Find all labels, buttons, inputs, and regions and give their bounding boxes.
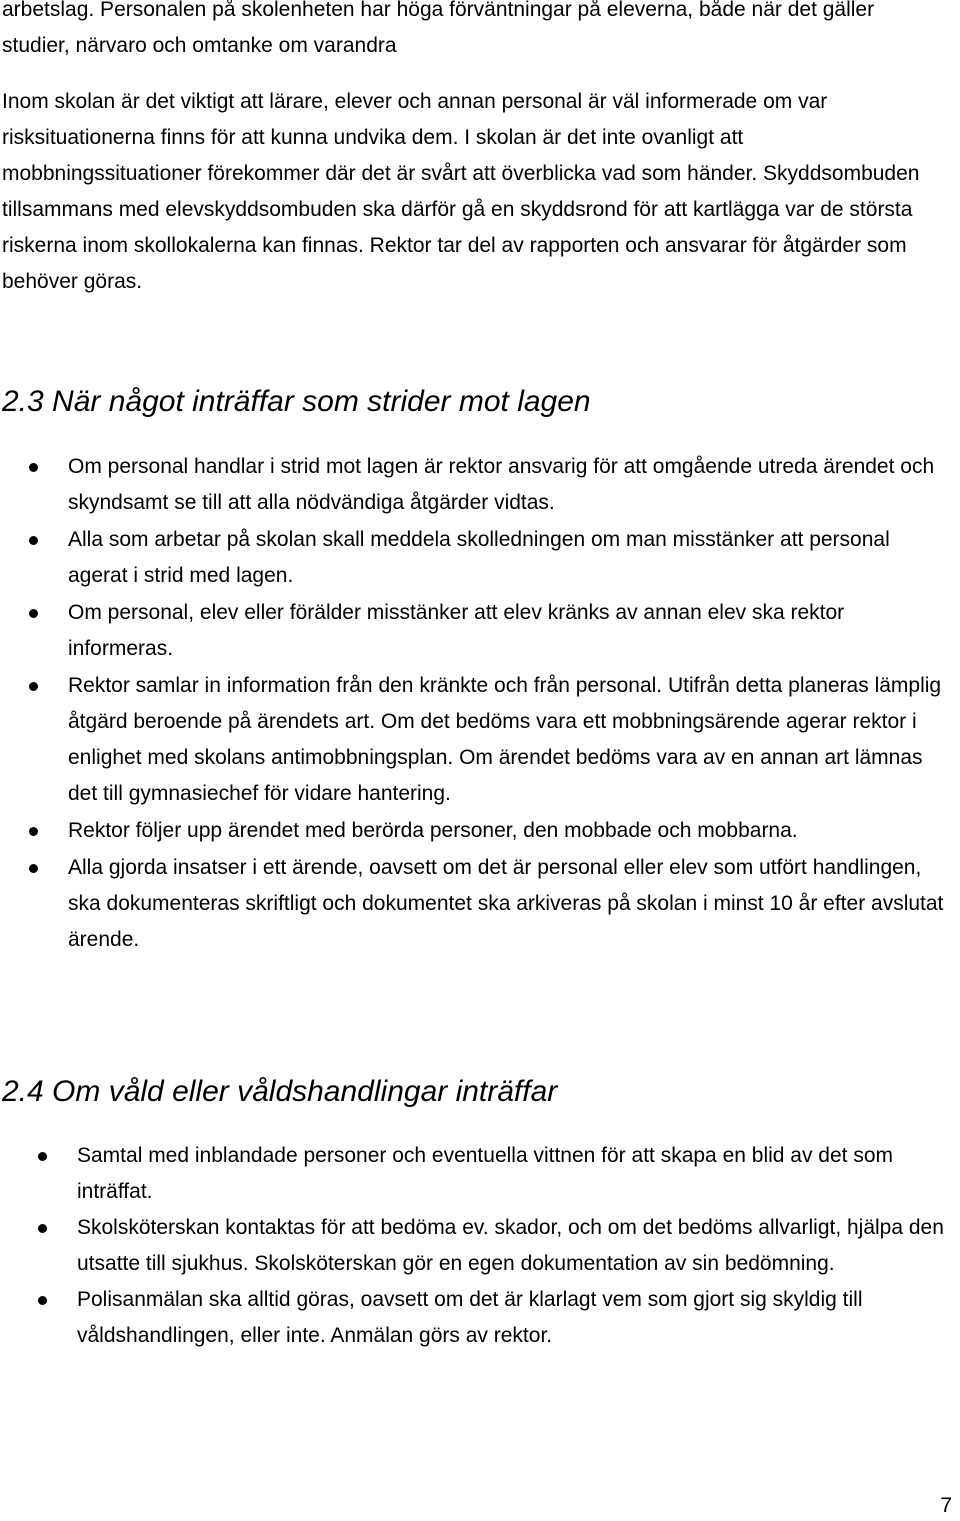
section-heading-2-4: 2.4 Om våld eller våldshandlingar inträffar — [2, 1075, 558, 1108]
list-item-text: Alla gjorda insatser i ett ärende, oavsett om det är personal eller elev som utfört handlingen, ska dokumenteras skriftligt och dokumentet ska arkiveras på skolan i minst 10 år efter avslutat ärende. — [68, 856, 944, 951]
bullet-icon — [29, 864, 38, 873]
list-item — [0, 1210, 945, 1282]
list-item-text: Skolsköterskan kontaktas för att bedöma ev. skador, och om det bedöms allvarligt, hjälpa den utsatte till sjukhus. Skolsköterskan gör en egen dokumentation av sin bedömning. — [77, 1216, 944, 1275]
bullet-icon — [29, 609, 38, 618]
intro-paragraph-1 — [2, 0, 947, 64]
bullet-icon — [29, 682, 38, 691]
list-item-text: Om personal handlar i strid mot lagen är rektor ansvarig för att omgående utreda ärendet och skyndsamt se till att alla nödvändiga åtgärder vidtas. — [68, 455, 935, 514]
list-item — [0, 522, 945, 595]
list-item-text: Rektor följer upp ärendet med berörda personer, den mobbade och mobbarna. — [68, 819, 798, 842]
bullet-icon — [38, 1296, 47, 1305]
list-item-text: Om personal, elev eller förälder misstänker att elev kränks av annan elev ska rektor informeras. — [68, 601, 845, 660]
bullet-icon — [29, 463, 38, 472]
list-item — [0, 449, 945, 522]
intro-paragraph-1-text: arbetslag. Personalen på skolenheten har höga förväntningar på eleverna, både när det gäller studier, närvaro och omtanke om varandra — [2, 0, 875, 57]
list-item-text: Rektor samlar in information från den kränkte och från personal. Utifrån detta planeras lämplig åtgärd beroende på ärendets art. Om det bedöms vara ett mobbningsärende agerar rektor i enlighet med skolans antimobbningsplan. Om ärendet bedöms vara av en annan art lämnas det till gymnasiechef för vidare hantering. — [68, 674, 942, 805]
intro-paragraph-2 — [2, 84, 947, 300]
bullet-icon — [38, 1224, 47, 1233]
section-2-3-list — [0, 449, 945, 959]
list-item-text: Alla som arbetar på skolan skall meddela skolledningen om man misstänker att personal agerat i strid med lagen. — [68, 528, 890, 587]
intro-paragraph-2-text: Inom skolan är det viktigt att lärare, elever och annan personal är väl informerade om var risksituationerna finns för att kunna undvika dem. I skolan är det inte ovanligt att mobbningssituationer förekommer där det är svårt att överblicka vad som händer. Skyddsombuden tillsammans med elevskyddsombuden ska därför gå en skyddsrond för att kartlägga var de största riskerna inom skollokalerna kan finnas. Rektor tar del av rapporten och ansvarar för åtgärder som behöver göras. — [2, 90, 920, 293]
list-item — [0, 850, 945, 959]
list-item — [0, 1138, 945, 1210]
list-item — [0, 1282, 945, 1354]
list-item-text: Polisanmälan ska alltid göras, oavsett om det är klarlagt vem som gjort sig skyldig till våldshandlingen, eller inte. Anmälan görs av rektor. — [77, 1288, 863, 1347]
bullet-icon — [29, 536, 38, 545]
bullet-icon — [29, 827, 38, 836]
list-item — [0, 595, 945, 668]
list-item — [0, 668, 945, 813]
section-heading-2-3: 2.3 När något inträffar som strider mot lagen — [2, 385, 591, 418]
section-2-4-list — [0, 1138, 945, 1354]
page-number: 7 — [940, 1494, 952, 1517]
bullet-icon — [38, 1152, 47, 1161]
list-item — [0, 813, 945, 850]
list-item-text: Samtal med inblandade personer och eventuella vittnen för att skapa en blid av det som inträffat. — [77, 1144, 893, 1203]
